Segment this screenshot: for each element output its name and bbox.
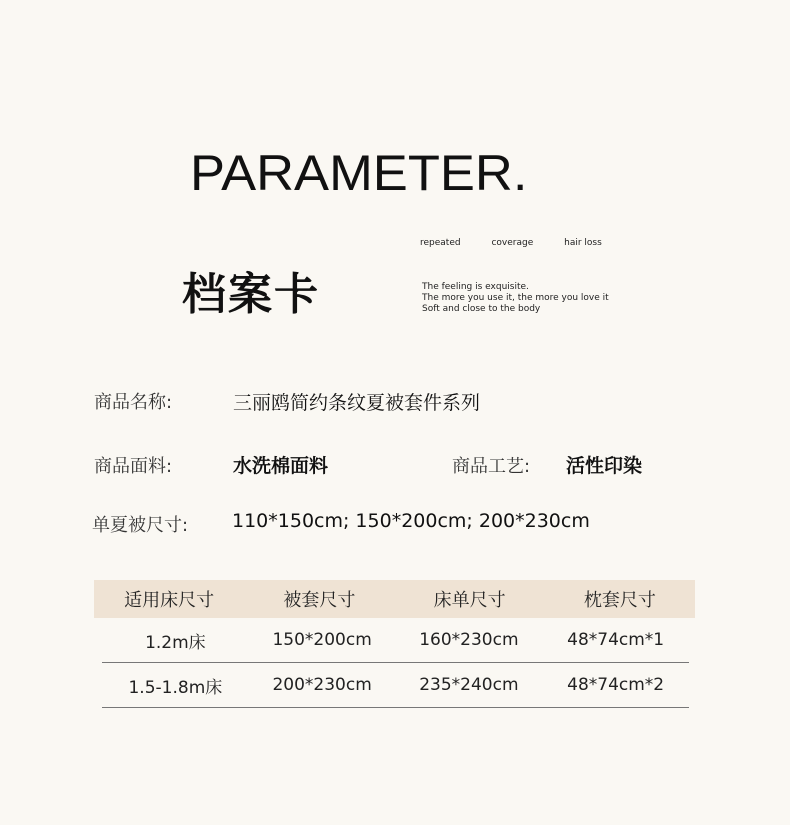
table-row [102,663,689,708]
craft-label: 商品工艺: [452,456,531,477]
product-name-value: 三丽鸥简约条纹夏被套件系列 [233,392,481,414]
header-duvet-size: 被套尺寸 [283,590,356,611]
quote-line: The more you use it, the more you love it [422,293,609,303]
craft-value: 活性印染 [566,455,643,477]
table-cell: 160*230cm [419,630,519,650]
table-cell: 235*240cm [419,675,519,695]
table-cell: 1.2m床 [145,632,206,653]
table-header [94,580,695,618]
fabric-value: 水洗棉面料 [233,455,329,477]
table-cell: 48*74cm*1 [567,630,665,650]
parameter-heading: PARAMETER. [190,145,528,201]
size-label: 单夏被尺寸: [92,515,189,536]
table-row [102,618,689,663]
header-bed-size: 适用床尺寸 [124,590,215,611]
size-table [94,580,695,708]
product-name-label: 商品名称: [94,392,173,413]
tag-repeated: repeated [420,238,461,248]
header-sheet-size: 床单尺寸 [433,590,506,611]
header-pillowcase-size: 枕套尺寸 [583,590,656,611]
profile-card-title: 档案卡 [182,269,320,320]
table-cell: 48*74cm*2 [567,675,665,695]
quote-line: Soft and close to the body [422,304,541,314]
quote-line: The feeling is exquisite. [422,282,529,292]
tagline-quote [422,282,609,315]
tag-hair-loss: hair loss [564,238,602,248]
table-cell: 200*230cm [272,675,372,695]
tag-list [420,238,630,248]
tag-coverage: coverage [491,238,534,248]
table-cell: 1.5-1.8m床 [128,677,223,698]
size-value: 110*150cm; 150*200cm; 200*230cm [232,510,590,532]
fabric-label: 商品面料: [94,456,173,477]
table-cell: 150*200cm [272,630,372,650]
